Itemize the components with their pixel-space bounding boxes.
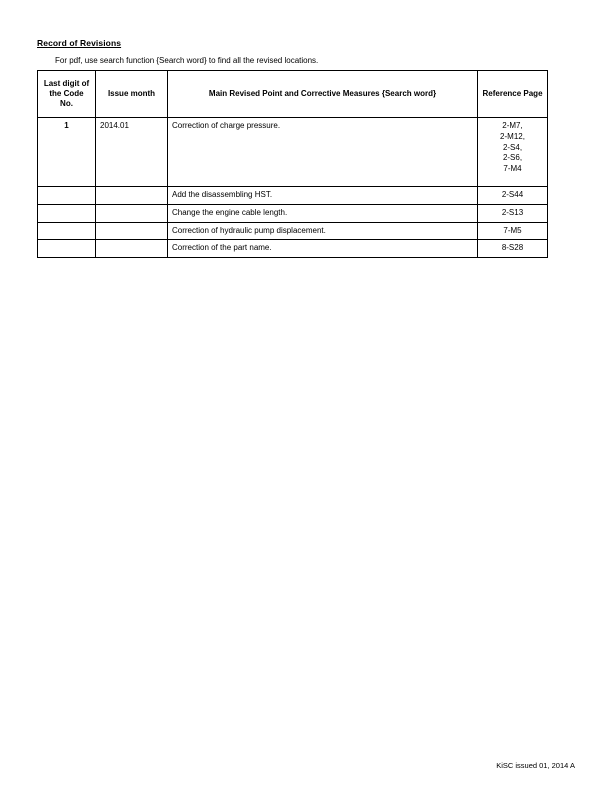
reference-line: 7-M4 xyxy=(503,164,522,174)
cell-reference-page: 2-S13 xyxy=(478,204,548,222)
table-row xyxy=(38,187,548,205)
cell-main-point: Correction of hydraulic pump displacement. xyxy=(168,222,478,240)
reference-line: 2-S6, xyxy=(502,153,523,163)
cell-last-digit: 1 xyxy=(38,118,96,187)
header-reference-page: Reference Page xyxy=(478,71,548,118)
cell-reference-page: 7-M5 xyxy=(478,222,548,240)
table-header xyxy=(38,71,548,118)
cell-last-digit xyxy=(38,187,96,205)
table-row xyxy=(38,118,548,187)
table-row xyxy=(38,240,548,258)
cell-main-point: Change the engine cable length. xyxy=(168,204,478,222)
cell-issue-month xyxy=(96,240,168,258)
cell-reference-page: 2-S44 xyxy=(478,187,548,205)
cell-reference-page: 8-S28 xyxy=(478,240,548,258)
cell-last-digit xyxy=(38,222,96,240)
header-last-digit: Last digit of the Code No. xyxy=(38,71,96,118)
table-row xyxy=(38,222,548,240)
instruction-text: For pdf, use search function {Search word} to find all the revised locations. xyxy=(55,56,319,65)
cell-issue-month: 2014.01 xyxy=(96,118,168,187)
reference-line: 2-M7, xyxy=(502,121,523,130)
cell-main-point: Correction of charge pressure. xyxy=(168,118,478,187)
reference-line-list xyxy=(482,121,543,175)
cell-issue-month xyxy=(96,187,168,205)
table-row xyxy=(38,204,548,222)
page-title: Record of Revisions xyxy=(37,38,122,48)
table-body xyxy=(38,118,548,258)
table-header-row xyxy=(38,71,548,118)
cell-issue-month xyxy=(96,222,168,240)
header-issue-month: Issue month xyxy=(96,71,168,118)
cell-issue-month xyxy=(96,204,168,222)
reference-line: 2-M12, xyxy=(500,131,525,141)
header-main-point: Main Revised Point and Corrective Measures {Search word} xyxy=(168,71,478,118)
cell-main-point: Add the disassembling HST. xyxy=(168,187,478,205)
cell-last-digit xyxy=(38,240,96,258)
page-footer: KiSC issued 01, 2014 A xyxy=(496,761,575,770)
revisions-table xyxy=(37,70,548,258)
reference-line: 2-S4, xyxy=(502,142,523,152)
cell-reference-page xyxy=(478,118,548,187)
cell-main-point: Correction of the part name. xyxy=(168,240,478,258)
cell-last-digit xyxy=(38,204,96,222)
